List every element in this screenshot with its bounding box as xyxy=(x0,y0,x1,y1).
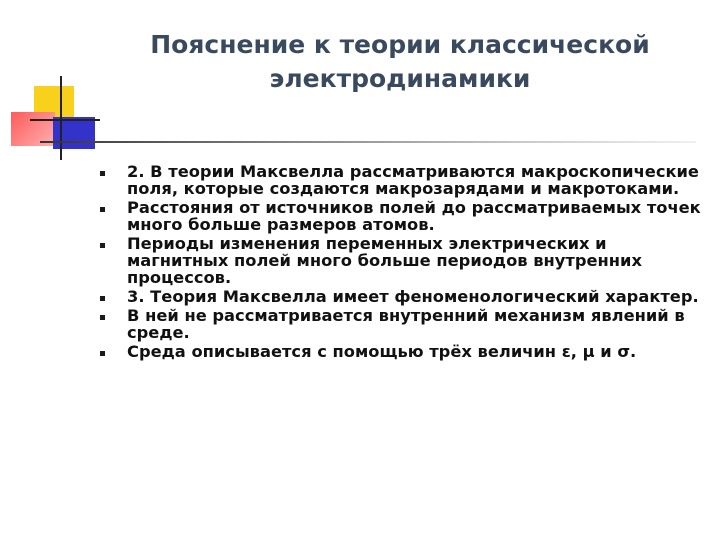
logo-vertical-line xyxy=(60,76,62,160)
bullet-text: Среда описывается с помощью трёх величин ε, μ и σ. xyxy=(127,342,637,361)
bullet-item xyxy=(97,199,707,233)
bullet-item xyxy=(97,235,707,286)
logo-horizontal-line xyxy=(30,119,100,121)
slide-title-line-2: электродинамики xyxy=(269,64,531,93)
square-bullet-icon xyxy=(100,351,105,356)
square-bullet-icon xyxy=(100,171,105,176)
bullet-list xyxy=(97,163,707,362)
bullet-item xyxy=(97,288,707,305)
square-bullet-icon xyxy=(100,315,105,320)
bullet-text: Расстояния от источников полей до рассматриваемых точек много больше размеров атомов. xyxy=(127,198,701,234)
bullet-item xyxy=(97,343,707,360)
square-bullet-icon xyxy=(100,296,105,301)
square-bullet-icon xyxy=(100,243,105,248)
bullet-text: 2. В теории Максвелла рассматриваются макроскопические поля, которые создаются макрозарядами и макротоками. xyxy=(127,162,699,198)
square-bullet-icon xyxy=(100,207,105,212)
bullet-text: 3. Теория Максвелла имеет феноменологический характер. xyxy=(127,287,699,306)
slide-title xyxy=(120,28,680,96)
bullet-item xyxy=(97,307,707,341)
slide-title-line-1: Пояснение к теории классической xyxy=(150,30,650,59)
decorative-logo xyxy=(0,0,120,170)
bullet-text: Периоды изменения переменных электрических и магнитных полей много больше периодов внутренних процессов. xyxy=(127,234,642,287)
bullet-item xyxy=(97,163,707,197)
bullet-text: В ней не рассматривается внутренний механизм явлений в среде. xyxy=(127,306,685,342)
title-divider xyxy=(40,141,696,143)
